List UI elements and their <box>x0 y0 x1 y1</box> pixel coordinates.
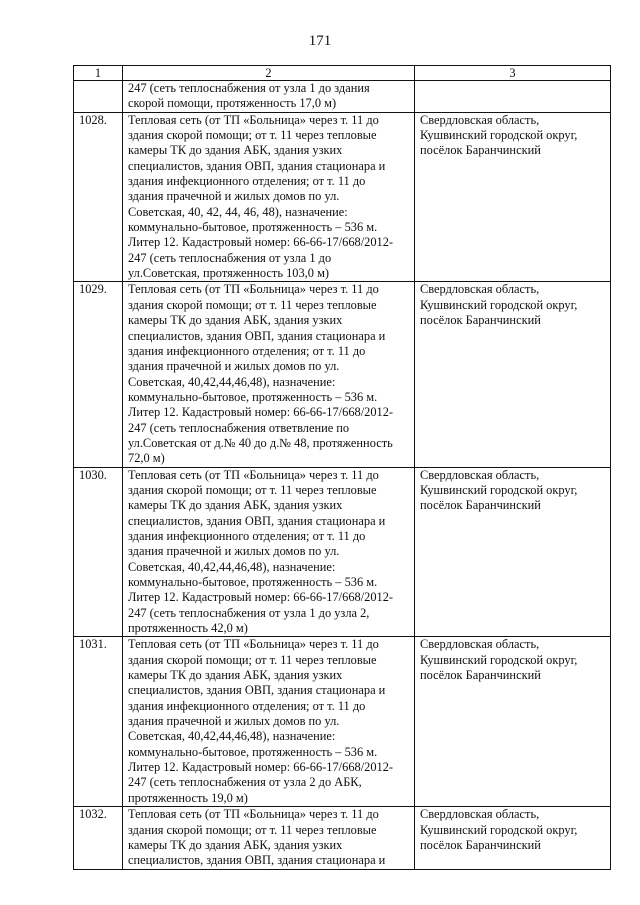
description-text <box>128 113 410 282</box>
object-location <box>415 282 611 467</box>
description-line: здания скорой помощи; от т. 11 через тепловые <box>128 652 377 667</box>
description-line: 247 (сеть теплоснабжения от узла 2 до АБК, <box>128 775 362 790</box>
object-description <box>123 81 415 113</box>
location-line: посёлок Баранчинский <box>420 313 541 328</box>
object-description <box>123 637 415 807</box>
object-location <box>415 467 611 637</box>
description-line: протяженность 19,0 м) <box>128 790 248 805</box>
description-line: коммунально-бытовое, протяженность – 536 м. <box>128 744 378 759</box>
description-line: здания прачечной и жилых домов по ул. <box>128 189 340 204</box>
description-line: Советская, 40,42,44,46,48), назначение: <box>128 374 336 389</box>
description-line: специалистов, здания ОВП, здания стационара и <box>128 158 386 173</box>
location-line: Кушвинский городской округ, <box>420 822 578 837</box>
table-row <box>74 81 611 113</box>
description-line: специалистов, здания ОВП, здания стационара и <box>128 513 386 528</box>
description-line: камеры ТК до здания АБК, здания узких <box>128 143 343 158</box>
description-line: здания прачечной и жилых домов по ул. <box>128 544 340 559</box>
description-line: специалистов, здания ОВП, здания стационара и <box>128 683 386 698</box>
description-text <box>128 81 410 112</box>
object-description <box>123 807 415 869</box>
description-line: здания скорой помощи; от т. 11 через тепловые <box>128 297 377 312</box>
object-location <box>415 112 611 282</box>
description-line: скорой помощи, протяженность 17,0 м) <box>128 96 337 111</box>
description-line: коммунально-бытовое, протяженность – 536 м. <box>128 389 378 404</box>
description-line: Тепловая сеть (от ТП «Больница» через т. 11 до <box>128 112 379 127</box>
table-row <box>74 807 611 869</box>
description-line: здания инфекционного отделения; от т. 11 до <box>128 528 366 543</box>
description-line: Литер 12. Кадастровый номер: 66-66-17/668/2012- <box>128 405 394 420</box>
table-row <box>74 467 611 637</box>
property-registry-table <box>73 65 611 870</box>
description-line: здания прачечной и жилых домов по ул. <box>128 714 340 729</box>
row-number: 1030. <box>74 467 123 637</box>
description-line: коммунально-бытовое, протяженность – 536 м. <box>128 220 378 235</box>
location-line: Свердловская область, <box>420 637 540 652</box>
object-description <box>123 112 415 282</box>
location-line: посёлок Баранчинский <box>420 498 541 513</box>
description-line: здания инфекционного отделения; от т. 11 до <box>128 343 366 358</box>
location-line: посёлок Баранчинский <box>420 668 541 683</box>
description-text <box>128 637 410 806</box>
description-line: 72,0 м) <box>128 451 165 466</box>
location-line: Кушвинский городской округ, <box>420 297 578 312</box>
row-number: 1028. <box>74 112 123 282</box>
description-line: камеры ТК до здания АБК, здания узких <box>128 313 343 328</box>
description-line: Тепловая сеть (от ТП «Больница» через т. 11 до <box>128 637 379 652</box>
row-number: 1029. <box>74 282 123 467</box>
description-line: здания скорой помощи; от т. 11 через тепловые <box>128 822 377 837</box>
description-line: коммунально-бытовое, протяженность – 536 м. <box>128 575 378 589</box>
description-line: камеры ТК до здания АБК, здания узких <box>128 668 343 683</box>
description-line: протяженность 42,0 м) <box>128 621 248 636</box>
location-line: Свердловская область, <box>420 807 540 822</box>
description-line: 247 (сеть теплоснабжения от узла 1 до <box>128 250 332 265</box>
location-line: Кушвинский городской округ, <box>420 482 578 497</box>
description-text <box>128 282 410 466</box>
description-line: Тепловая сеть (от ТП «Больница» через т. 11 до <box>128 282 379 297</box>
location-line: Свердловская область, <box>420 467 540 482</box>
description-line: ул.Советская, протяженность 103,0 м) <box>128 266 330 281</box>
table-row <box>74 112 611 282</box>
location-line: Свердловская область, <box>420 282 540 297</box>
description-line: здания скорой помощи; от т. 11 через тепловые <box>128 128 377 143</box>
table-header-row <box>74 66 611 81</box>
table-row <box>74 637 611 807</box>
description-line: камеры ТК до здания АБК, здания узких <box>128 498 343 513</box>
object-description <box>123 282 415 467</box>
object-description <box>123 467 415 637</box>
page-number: 171 <box>308 33 332 49</box>
row-number: 1031. <box>74 637 123 807</box>
row-number <box>74 81 123 113</box>
description-line: 247 (сеть теплоснабжения ответвление по <box>128 420 350 435</box>
header-col-1: 1 <box>74 66 123 81</box>
description-line: камеры ТК до здания АБК, здания узких <box>128 837 343 852</box>
header-col-3: 3 <box>415 66 611 81</box>
description-line: Советская, 40,42,44,46,48), назначение: <box>128 729 336 744</box>
description-line: специалистов, здания ОВП, здания стационара и <box>128 328 386 343</box>
description-line: ул.Советская от д.№ 40 до д.№ 48, протяженность <box>128 435 393 450</box>
description-text <box>128 807 410 868</box>
location-line: Кушвинский городской округ, <box>420 128 578 143</box>
description-line: Тепловая сеть (от ТП «Больница» через т. 11 до <box>128 467 379 482</box>
location-line: посёлок Баранчинский <box>420 837 541 852</box>
description-line: 247 (сеть теплоснабжения от узла 1 до узла 2, <box>128 605 370 620</box>
header-col-2: 2 <box>123 66 415 81</box>
description-text <box>128 468 410 637</box>
location-line: Свердловская область, <box>420 112 540 127</box>
description-line: Советская, 40, 42, 44, 46, 48), назначение: <box>128 204 348 219</box>
description-line: здания инфекционного отделения; от т. 11 до <box>128 698 366 713</box>
description-line: здания прачечной и жилых домов по ул. <box>128 359 340 374</box>
description-line: Литер 12. Кадастровый номер: 66-66-17/668/2012- <box>128 235 394 250</box>
description-line: Литер 12. Кадастровый номер: 66-66-17/668/2012- <box>128 590 394 605</box>
description-line: 247 (сеть теплоснабжения от узла 1 до здания <box>128 81 370 95</box>
description-line: здания инфекционного отделения; от т. 11 до <box>128 174 366 189</box>
object-location <box>415 807 611 869</box>
object-location <box>415 81 611 113</box>
object-location <box>415 637 611 807</box>
description-line: Литер 12. Кадастровый номер: 66-66-17/668/2012- <box>128 760 394 775</box>
location-line: посёлок Баранчинский <box>420 143 541 158</box>
table-body <box>74 66 611 870</box>
description-line: Советская, 40,42,44,46,48), назначение: <box>128 559 336 574</box>
row-number: 1032. <box>74 807 123 869</box>
table-row <box>74 282 611 467</box>
description-line: Тепловая сеть (от ТП «Больница» через т. 11 до <box>128 807 379 822</box>
description-line: специалистов, здания ОВП, здания стационара и <box>128 853 386 868</box>
description-line: здания скорой помощи; от т. 11 через тепловые <box>128 482 377 497</box>
location-line: Кушвинский городской округ, <box>420 652 578 667</box>
